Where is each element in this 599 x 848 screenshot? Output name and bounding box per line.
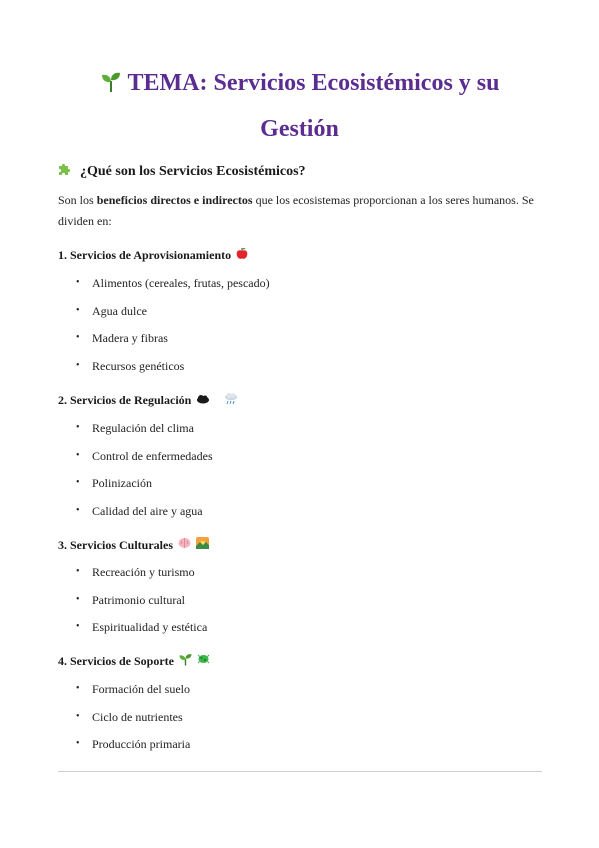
list-item: • Polinización [76, 476, 152, 491]
list-item: • Alimentos (cereales, frutas, pescado) [76, 276, 270, 290]
section-heading-culturales: 3. Servicios Culturales [58, 537, 209, 553]
seedling-icon [179, 653, 192, 670]
list-item: • Patrimonio cultural [76, 592, 185, 607]
list-item: • Calidad del aire y agua [76, 503, 203, 518]
list-regulacion [76, 420, 213, 530]
list-item: • Regulación del clima [76, 421, 194, 435]
question-heading [58, 162, 306, 181]
intro-paragraph: Son los beneficios directos e indirectos que los ecosistemas proporcionan a los seres humanos. Se dividen en: [58, 193, 534, 228]
list-item: • Control de enfermedades [76, 448, 213, 463]
seedling-icon [100, 65, 122, 108]
section-heading-regulacion: 2. Servicios de Regulación [58, 392, 238, 408]
title-line-2: Gestión [260, 116, 339, 142]
intro-emphasis: beneficios directos e indirectos [96, 193, 253, 207]
rain-cloud-icon [224, 392, 238, 409]
section-heading-soporte: 4. Servicios de Soporte [58, 653, 210, 669]
document-title [40, 62, 559, 151]
list-item: • Ciclo de nutrientes [76, 709, 183, 724]
list-item: • Recreación y turismo [76, 565, 195, 579]
question-heading-text: ¿Qué son los Servicios Ecosistémicos? [80, 163, 306, 179]
list-item: • Producción primaria [76, 737, 191, 752]
puzzle-piece-icon [58, 162, 72, 181]
cloud-icon [196, 393, 210, 408]
list-item: • Agua dulce [76, 303, 147, 318]
list-item: • Recursos genéticos [76, 358, 185, 373]
list-item: • Formación del suelo [76, 682, 190, 696]
sunset-icon [196, 537, 209, 553]
brain-icon [178, 537, 191, 553]
list-item: • Madera y fibras [76, 331, 168, 346]
title-line-1: TEMA: Servicios Ecosistémicos y su [127, 70, 500, 96]
apple-icon [236, 247, 248, 264]
list-aprovisionamiento [76, 275, 270, 385]
list-soporte [76, 681, 190, 764]
section-heading-aprovisionamiento: 1. Servicios de Aprovisionamiento [58, 247, 248, 263]
list-item: • Espiritualidad y estética [76, 620, 208, 635]
list-culturales [76, 564, 207, 647]
microbe-icon [197, 653, 210, 669]
horizontal-divider [58, 771, 542, 772]
